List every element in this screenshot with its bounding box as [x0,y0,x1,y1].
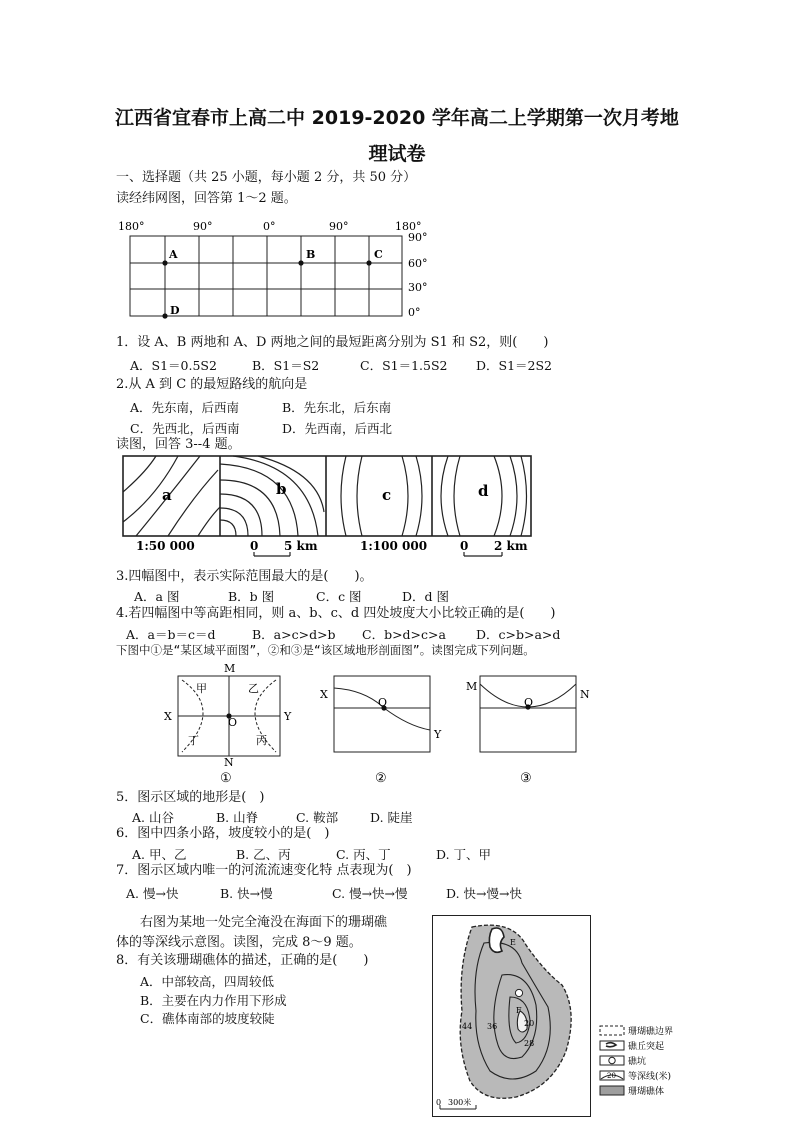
point-f-label: F [516,1006,522,1015]
path-yi-label: 乙 [248,682,259,695]
lon-label-5: 180° [395,220,422,233]
q7-option-b[interactable]: B. 快→慢 [220,886,273,901]
reef-legend [598,1024,694,1104]
scale-b-km: 5 km [284,539,318,553]
q3-option-d[interactable]: D．d 图 [402,589,449,604]
legend-reef-body-swatch [600,1086,624,1095]
coral-reef-map [432,915,592,1118]
q4-stem: 4.若四幅图中等高距相同，则 a、b、c、d 四处坡度大小比较正确的是( ) [116,606,556,621]
intro-q3-4: 读图，回答 3--4 题。 [116,437,241,452]
point-c-label: C [374,248,383,261]
scale-c-text: 1:100 000 [360,539,428,553]
profile3-n-label: N [580,688,590,701]
q1-option-c[interactable]: C．S1＝1.5S2 [360,358,448,373]
profile2-o-label: O [378,696,388,709]
intro-q1-2: 读经纬网图，回答第 1～2 题。 [116,191,297,206]
lat-label-60: 60° [408,257,428,270]
q7-option-c[interactable]: C. 慢→快→慢 [332,886,408,901]
lat-label-30: 30° [408,281,428,294]
depth-28-label: 28 [524,1039,535,1048]
intro-q5-7: 下图中①是“某区域平面图”，②和③是“该区域地形剖面图”。读图完成下列问题。 [116,643,535,657]
q1-option-b[interactable]: B．S1＝S2 [252,358,320,373]
caption-3: ③ [520,771,532,786]
profile2-y-label: Y [434,728,442,741]
q5-option-d[interactable]: D. 陡崖 [370,810,413,825]
q5-option-a[interactable]: A. 山谷 [132,810,174,825]
point-b-label: B [306,248,316,261]
plan-m-label: M [224,662,236,675]
q7-option-d[interactable]: D. 快→慢→快 [446,886,522,901]
caption-1: ① [220,771,232,786]
contour-panels-figure [118,452,536,560]
q5-stem: 5．图示区域的地形是( ) [116,790,265,805]
path-bing-label: 丙 [256,734,267,747]
lon-label-2: 90° [193,220,213,233]
path-ding-label: 丁 [188,734,199,747]
q7-option-a[interactable]: A. 慢→快 [126,886,179,901]
intro-q8-9-line2: 体的等深线示意图。读图，完成 8～9 题。 [116,935,362,950]
path-jia-label: 甲 [196,682,207,695]
panel-d-label: d [478,482,489,500]
legend-boundary-text: 珊瑚礁边界 [628,1027,674,1037]
legend-reef-body-text: 珊瑚礁体 [628,1087,665,1097]
depth-36-label: 36 [487,1022,498,1031]
q2-stem: 2.从 A 到 C 的最短路线的航向是 [116,377,308,392]
page-title-line1: 江西省宜春市上高二中 2019-2020 学年高二上学期第一次月考地 [115,107,679,129]
page-title-line2: 理试卷 [368,143,426,165]
point-a-label: A [169,248,178,261]
plan-x-label: X [164,710,172,723]
q5-option-b[interactable]: B. 山脊 [216,810,259,825]
depth-44-label: 44 [462,1022,473,1031]
point-a-marker [162,260,167,265]
scale-b-zero: 0 [250,539,259,553]
lon-label-4: 90° [329,220,349,233]
point-d-label: D [170,304,180,317]
q4-option-a[interactable]: A．a＝b＝c＝d [126,627,216,642]
q8-option-c[interactable]: C．礁体南部的坡度较陡 [140,1011,275,1026]
plan-n-label: N [224,756,234,769]
q6-stem: 6．图中四条小路，坡度较小的是( ) [116,826,330,841]
point-d-marker [162,313,167,318]
reef-scale-text: 300米 [448,1098,472,1107]
scale-a-text: 1:50 000 [136,539,195,553]
lon-label-1: 180° [118,220,145,233]
q2-option-a[interactable]: A．先东南，后西南 [130,400,240,415]
plan-o-label: O [228,716,238,729]
q3-stem: 3.四幅图中，表示实际范围最大的是( )。 [116,569,373,584]
legend-isobath-num: 20 [607,1072,616,1080]
point-b-marker [298,260,303,265]
q6-option-a[interactable]: A. 甲、乙 [132,847,187,862]
scale-d-km: 2 km [494,539,528,553]
panel-c-label: c [382,486,392,504]
q1-option-d[interactable]: D．S1＝2S2 [476,358,553,373]
lat-label-0: 0° [408,306,421,319]
q8-option-b[interactable]: B．主要在内力作用下形成 [140,993,287,1008]
q1-option-a[interactable]: A．S1＝0.5S2 [130,358,217,373]
panel-a-label: a [162,486,172,504]
q6-option-d[interactable]: D. 丁、甲 [436,847,492,862]
depth-20-label: 20 [524,1019,535,1028]
q6-option-b[interactable]: B. 乙、丙 [236,847,291,862]
panel-b-label: b [276,480,287,498]
point-e-label: E [510,938,516,947]
caption-2: ② [375,771,387,786]
legend-pit-text: 礁坑 [628,1057,647,1067]
lat-label-90: 90° [408,231,428,244]
q8-option-a[interactable]: A．中部较高，四周较低 [140,974,275,989]
q2-option-d[interactable]: D．先西南，后西北 [282,421,393,436]
profile3-o-label: O [524,696,534,709]
q5-option-c[interactable]: C. 鞍部 [296,810,339,825]
q2-option-c[interactable]: C．先西北，后西南 [130,421,240,436]
legend-knoll-text: 礁丘突起 [628,1042,665,1052]
legend-boundary-swatch [600,1026,624,1035]
reef-scale-zero: 0 [436,1098,442,1107]
intro-q8-9-line1: 右图为某地一处完全淹没在海面下的珊瑚礁 [140,915,388,930]
q8-stem: 8．有关该珊瑚礁体的描述，正确的是( ) [116,953,369,968]
q3-option-c[interactable]: C．c 图 [316,589,362,604]
legend-isobath-text: 等深线(米) [628,1072,672,1082]
profile3-m-label: M [466,680,478,693]
lon-label-3: 0° [263,220,276,233]
profile2-x-label: X [320,688,328,701]
q3-option-b[interactable]: B．b 图 [228,589,275,604]
point-c-marker [366,260,371,265]
q1-stem: 1．设 A、B 两地和 A、D 两地之间的最短距离分别为 S1 和 S2，则( ) [116,335,549,350]
latlong-grid-figure [112,216,442,322]
q4-option-c[interactable]: C．b>d>c>a [362,627,446,642]
section-heading: 一、选择题（共 25 小题，每小题 2 分，共 50 分） [116,170,417,185]
q4-option-d[interactable]: D．c>b>a>d [476,627,561,642]
q3-option-a[interactable]: A．a 图 [134,589,180,604]
q2-option-b[interactable]: B．先东北，后东南 [282,400,392,415]
q6-option-c[interactable]: C. 丙、丁 [336,847,391,862]
q7-stem: 7．图示区域内唯一的河流流速变化特 点表现为( ) [116,863,412,878]
scale-d-zero: 0 [460,539,469,553]
plan-y-label: Y [284,710,292,723]
terrain-plan-profile-figure [160,660,600,786]
q4-option-b[interactable]: B．a>c>d>b [252,627,336,642]
